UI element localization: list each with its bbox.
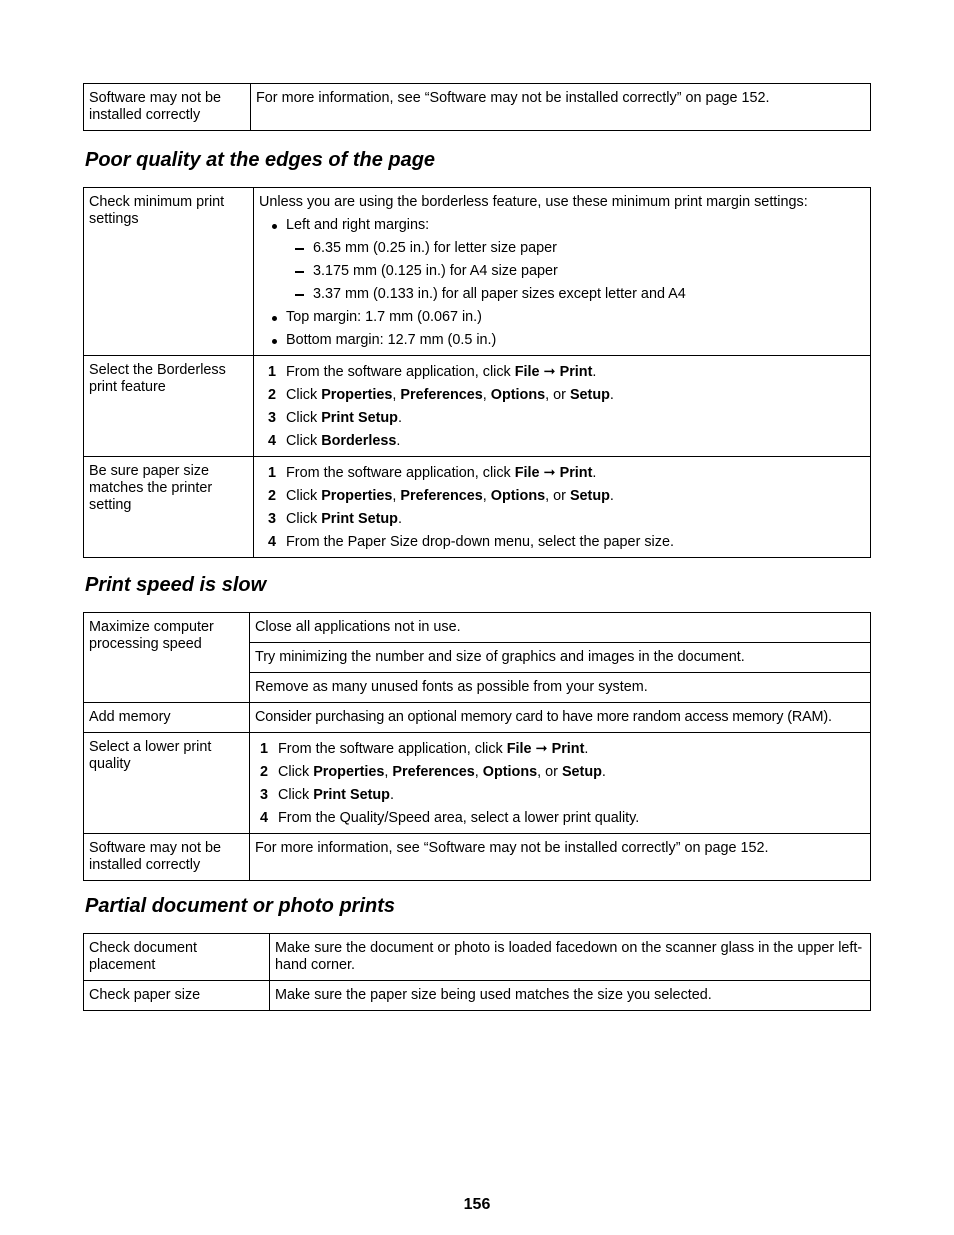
list-item: 3.37 mm (0.133 in.) for all paper sizes except letter and A4 — [286, 286, 865, 303]
step-item: 1 From the software application, click File ➞ Print. — [268, 465, 597, 481]
step-item: 4 Click Borderless. — [268, 433, 401, 449]
table-row — [84, 356, 871, 457]
list-item: Top margin: 1.7 mm (0.067 in.) — [259, 309, 865, 326]
cause-cell: Check paper size — [84, 981, 270, 1011]
step-item: 2 Click Properties, Preferences, Options, or Setup. — [268, 488, 614, 504]
arrow-icon: ➞ — [543, 364, 556, 380]
cause-cell: Maximize computer processing speed — [84, 613, 250, 703]
table-row — [84, 834, 871, 881]
solution-cell: Make sure the paper size being used matches the size you selected. — [270, 981, 871, 1011]
solution-cell: Remove as many unused fonts as possible from your system. — [250, 673, 871, 703]
cause-cell: Check document placement — [84, 934, 270, 981]
table-edges — [83, 187, 871, 558]
step-item: 4 From the Paper Size drop-down menu, select the paper size. — [268, 534, 674, 550]
table-row — [84, 457, 871, 558]
step-item: 4 From the Quality/Speed area, select a lower print quality. — [260, 810, 640, 826]
table-row — [84, 934, 871, 981]
table-row — [84, 84, 871, 131]
step-item: 3 Click Print Setup. — [260, 787, 394, 803]
arrow-icon: ➞ — [543, 465, 556, 481]
step-item: 3 Click Print Setup. — [268, 511, 402, 527]
section-heading-partial: Partial document or photo prints — [85, 895, 396, 917]
table-row — [84, 188, 871, 356]
table-row — [84, 733, 871, 834]
step-item: 2 Click Properties, Preferences, Options, or Setup. — [260, 764, 606, 780]
solution-cell: Try minimizing the number and size of graphics and images in the document. — [250, 643, 871, 673]
step-list — [259, 465, 865, 551]
solution-cell — [250, 733, 871, 834]
table-partial — [83, 933, 871, 1011]
table-row — [84, 703, 871, 733]
cause-cell: Select a lower print quality — [84, 733, 250, 834]
solution-cell: For more information, see “Software may not be installed correctly” on page 152. — [251, 84, 871, 131]
step-item: 2 Click Properties, Preferences, Options, or Setup. — [268, 387, 614, 403]
solution-intro: Unless you are using the borderless feature, use these minimum print margin settings: — [259, 194, 808, 210]
table-speed — [83, 612, 871, 881]
table-software-continued — [83, 83, 871, 131]
section-heading-speed: Print speed is slow — [85, 574, 267, 596]
step-item: 3 Click Print Setup. — [268, 410, 402, 426]
page-number: 156 — [463, 1196, 491, 1213]
solution-cell — [254, 356, 871, 457]
arrow-icon: ➞ — [535, 741, 548, 757]
solution-cell: For more information, see “Software may not be installed correctly” on page 152. — [250, 834, 871, 881]
section-heading-edges: Poor quality at the edges of the page — [85, 149, 436, 171]
table-row — [84, 981, 871, 1011]
margin-sublist — [286, 240, 865, 303]
cause-cell: Software may not be installed correctly — [84, 84, 251, 131]
solution-cell: Consider purchasing an optional memory card to have more random access memory (RAM). — [250, 703, 871, 733]
list-item: 6.35 mm (0.25 in.) for letter size paper — [286, 240, 865, 257]
solution-cell — [254, 188, 871, 356]
step-item: 1 From the software application, click File ➞ Print. — [268, 364, 597, 380]
cause-cell: Software may not be installed correctly — [84, 834, 250, 881]
cause-cell: Add memory — [84, 703, 250, 733]
list-item: Bottom margin: 12.7 mm (0.5 in.) — [259, 332, 865, 349]
solution-cell: Close all applications not in use. — [250, 613, 871, 643]
cause-cell: Check minimum print settings — [84, 188, 254, 356]
step-list — [255, 741, 865, 827]
step-list — [259, 364, 865, 450]
list-item: Left and right margins: 6.35 mm (0.25 in.) for letter size paper 3.175 mm (0.125 in.) for A4 size paper 3.37 mm (0.133 in.) for all paper sizes except letter and A4 — [259, 217, 865, 303]
cause-cell: Select the Borderless print feature — [84, 356, 254, 457]
list-item: 3.175 mm (0.125 in.) for A4 size paper — [286, 263, 865, 280]
step-item: 1 From the software application, click File ➞ Print. — [260, 741, 589, 757]
table-row — [84, 613, 871, 643]
cause-cell: Be sure paper size matches the printer setting — [84, 457, 254, 558]
solution-cell: Make sure the document or photo is loaded facedown on the scanner glass in the upper left-hand corner. — [270, 934, 871, 981]
margin-list — [259, 217, 865, 349]
solution-cell — [254, 457, 871, 558]
